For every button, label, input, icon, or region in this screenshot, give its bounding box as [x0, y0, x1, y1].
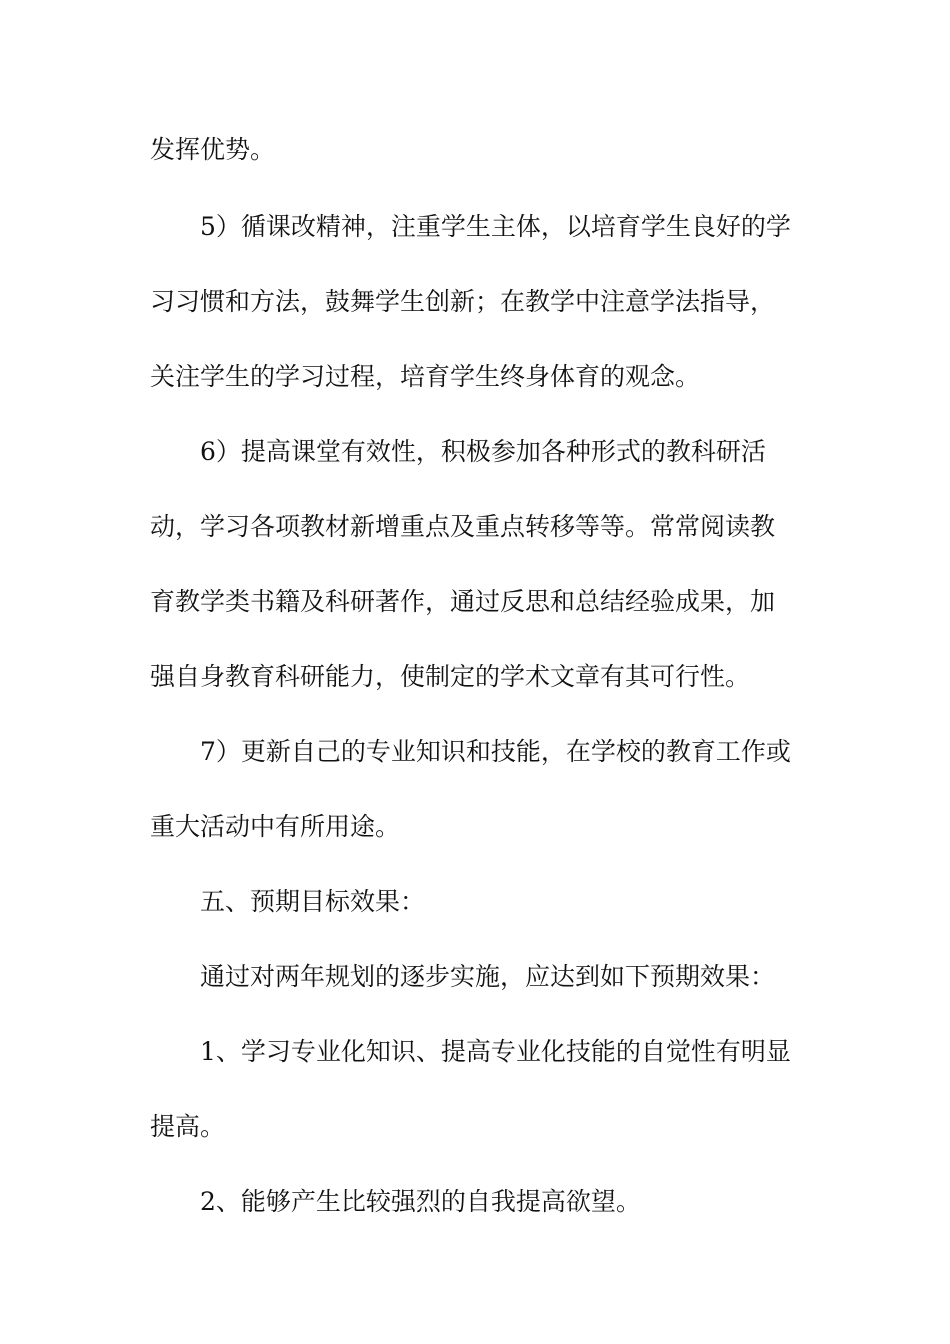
paragraph-intro: 通过对两年规划的逐步实施，应达到如下预期效果： [200, 962, 776, 991]
list-item-6: 6）提高课堂有效性，积极参加各种形式的教科研活 [200, 437, 766, 466]
text-line: 习习惯和方法，鼓舞学生创新；在教学中注意学法指导， [150, 287, 776, 316]
text-line: 重大活动中有所用途。 [150, 812, 401, 841]
text-line: 强自身教育科研能力，使制定的学术文章有其可行性。 [150, 662, 751, 691]
text-line: 关注学生的学习过程，培育学生终身体育的观念。 [150, 362, 701, 391]
list-item-2: 2、能够产生比较强烈的自我提高欲望。 [200, 1187, 641, 1216]
list-item-7: 7）更新自己的专业知识和技能，在学校的教育工作或 [200, 737, 791, 766]
text-line: 发挥优势。 [150, 135, 276, 164]
text-line: 育教学类书籍及科研著作，通过反思和总结经验成果，加 [150, 587, 776, 616]
list-item-5: 5）循课改精神，注重学生主体，以培育学生良好的学 [200, 212, 791, 241]
text-line: 动，学习各项教材新增重点及重点转移等等。常常阅读教 [150, 512, 776, 541]
text-line: 提高。 [150, 1112, 226, 1141]
list-item-1: 1、学习专业化知识、提高专业化技能的自觉性有明显 [200, 1037, 791, 1066]
section-heading: 五、预期目标效果： [200, 887, 426, 916]
